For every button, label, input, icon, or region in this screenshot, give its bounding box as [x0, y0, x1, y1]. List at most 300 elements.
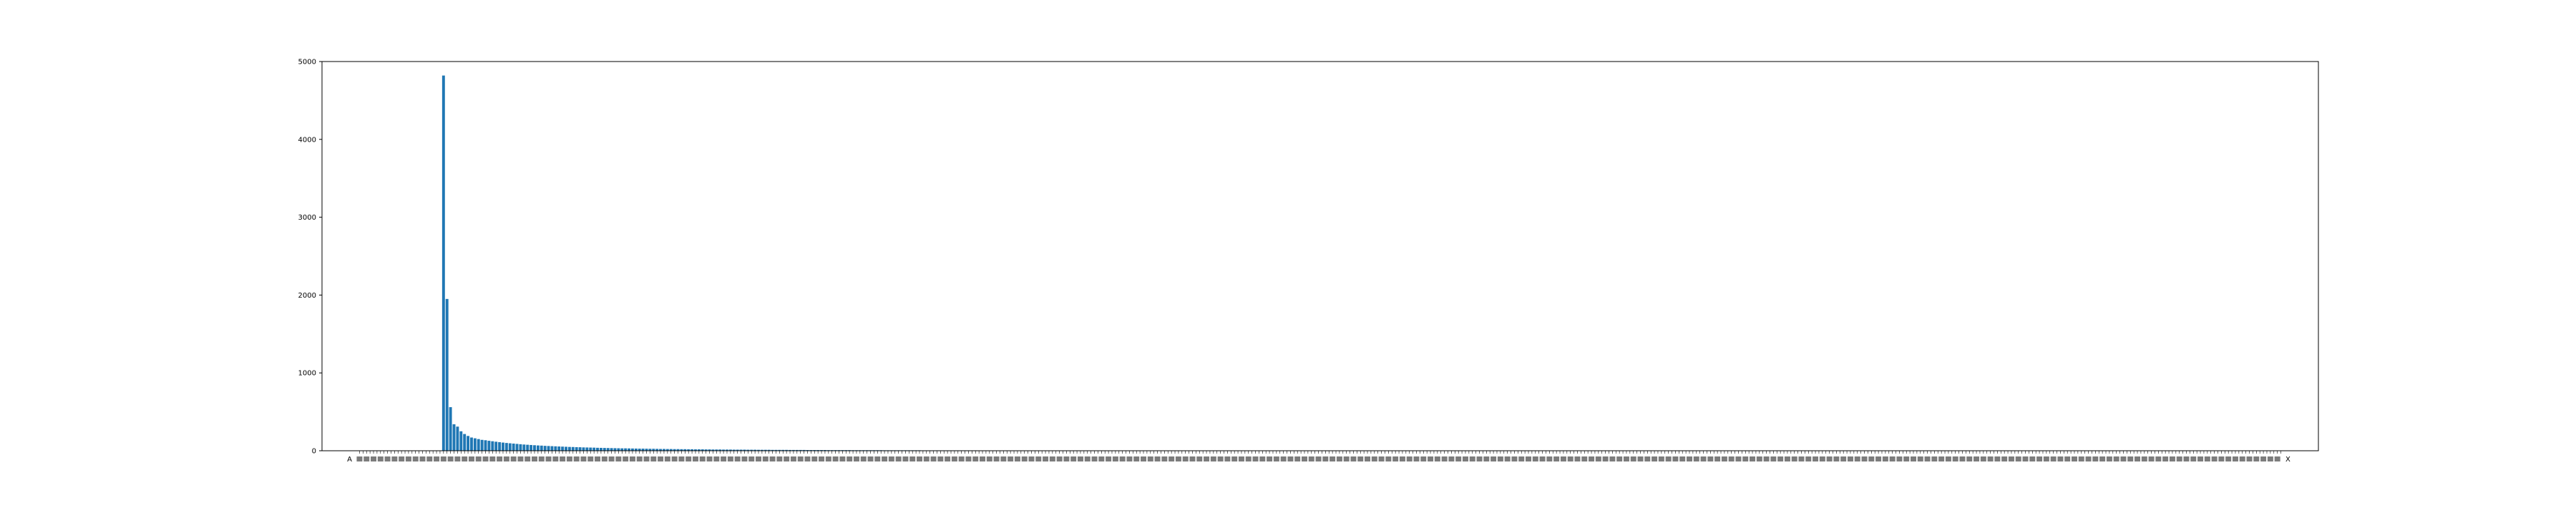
bar	[614, 448, 617, 451]
x-tick-label-overlap	[1568, 456, 1574, 461]
y-tick-label: 2000	[298, 292, 316, 300]
x-tick-label-overlap	[2155, 456, 2161, 461]
x-tick-label-overlap	[1777, 456, 1783, 461]
x-tick-label-overlap	[434, 456, 439, 461]
x-tick-label-overlap	[1189, 456, 1195, 461]
bar	[456, 426, 459, 451]
x-tick-label-overlap	[672, 456, 678, 461]
x-tick-label-overlap	[1714, 456, 1720, 461]
x-tick-label-first: A	[347, 456, 352, 464]
x-tick-label-overlap	[1596, 456, 1601, 461]
x-tick-label-overlap	[1505, 456, 1511, 461]
y-tick-label: 3000	[298, 214, 316, 222]
x-tick-label-overlap	[1750, 456, 1755, 461]
x-tick-label-overlap	[602, 456, 608, 461]
bar	[526, 445, 529, 451]
x-tick-label-overlap	[826, 456, 831, 461]
x-tick-label-overlap	[1518, 456, 1524, 461]
x-tick-label-overlap	[1694, 456, 1699, 461]
x-tick-label-overlap	[1302, 456, 1307, 461]
x-tick-label-overlap	[2001, 456, 2007, 461]
x-tick-label-overlap	[1477, 456, 1483, 461]
bar	[561, 446, 564, 451]
x-tick-label-overlap	[1672, 456, 1678, 461]
x-tick-label-overlap	[2079, 456, 2084, 461]
x-tick-label-overlap	[630, 456, 635, 461]
x-tick-label-overlap	[882, 456, 887, 461]
y-tick-label: 0	[312, 448, 316, 456]
x-tick-label-overlap	[1428, 456, 1433, 461]
x-tick-label-overlap	[1483, 456, 1489, 461]
x-tick-label-overlap	[1644, 456, 1650, 461]
x-tick-label-overlap	[833, 456, 839, 461]
x-tick-label-overlap	[2240, 456, 2245, 461]
x-tick-label-overlap	[1966, 456, 1972, 461]
bar	[600, 448, 602, 451]
x-tick-label-overlap	[1274, 456, 1279, 461]
x-tick-label-overlap	[644, 456, 650, 461]
x-tick-label-overlap	[378, 456, 384, 461]
x-tick-label-overlap	[896, 456, 902, 461]
bar	[596, 448, 599, 451]
x-tick-label-overlap	[1246, 456, 1252, 461]
x-tick-label-overlap	[2099, 456, 2105, 461]
x-tick-label-overlap	[2092, 456, 2098, 461]
x-tick-label-overlap	[1420, 456, 1426, 461]
x-tick-label-overlap	[2253, 456, 2259, 461]
y-tick-label: 4000	[298, 136, 316, 144]
x-tick-label-overlap	[1974, 456, 1979, 461]
x-tick-label-overlap	[525, 456, 530, 461]
bar	[624, 449, 627, 451]
x-tick-label-overlap	[1204, 456, 1209, 461]
bar	[547, 446, 550, 451]
x-tick-label-overlap	[1407, 456, 1413, 461]
x-tick-label-overlap	[580, 456, 586, 461]
x-tick-label-overlap	[2275, 456, 2280, 461]
x-tick-label-overlap	[854, 456, 859, 461]
x-tick-label-overlap	[1785, 456, 1790, 461]
x-tick-label-overlap	[560, 456, 565, 461]
bar	[502, 443, 504, 451]
bar	[494, 441, 497, 451]
x-tick-label-overlap	[686, 456, 691, 461]
x-tick-label-overlap	[776, 456, 782, 461]
x-tick-label-overlap	[811, 456, 817, 461]
x-tick-label-overlap	[1883, 456, 1888, 461]
x-tick-label-overlap	[2023, 456, 2029, 461]
x-tick-label-overlap	[1953, 456, 1958, 461]
x-tick-label-overlap	[1764, 456, 1770, 461]
x-tick-label-overlap	[707, 456, 713, 461]
x-tick-label-overlap	[2225, 456, 2231, 461]
x-tick-label-overlap	[1379, 456, 1385, 461]
x-tick-label-overlap	[1085, 456, 1091, 461]
bar	[537, 446, 540, 451]
x-tick-label-overlap	[1259, 456, 1265, 461]
x-tick-label-overlap	[1848, 456, 1853, 461]
x-tick-label-overlap	[1000, 456, 1006, 461]
x-tick-label-overlap	[2064, 456, 2070, 461]
x-tick-label-overlap	[1070, 456, 1076, 461]
x-tick-label-overlap	[1183, 456, 1189, 461]
x-tick-label-overlap	[1616, 456, 1622, 461]
x-tick-label-overlap	[2086, 456, 2092, 461]
x-tick-label-overlap	[1925, 456, 1931, 461]
x-tick-label-overlap	[937, 456, 943, 461]
x-tick-label-overlap	[539, 456, 545, 461]
x-tick-label-overlap	[1820, 456, 1825, 461]
x-tick-label-overlap	[637, 456, 643, 461]
x-tick-label-overlap	[1106, 456, 1111, 461]
x-tick-label-overlap	[2260, 456, 2266, 461]
x-tick-label-overlap	[791, 456, 796, 461]
x-tick-label-overlap	[517, 456, 523, 461]
bar	[442, 76, 445, 451]
x-tick-label-overlap	[469, 456, 474, 461]
x-tick-label-overlap	[741, 456, 747, 461]
bar	[459, 431, 462, 451]
x-tick-label-overlap	[1561, 456, 1566, 461]
x-tick-label-overlap	[1050, 456, 1055, 461]
x-tick-label-overlap	[1868, 456, 1874, 461]
x-tick-label-overlap	[1169, 456, 1174, 461]
x-tick-label-overlap	[1624, 456, 1629, 461]
x-tick-label-overlap	[2197, 456, 2203, 461]
x-tick-label-overlap	[902, 456, 908, 461]
x-tick-label-overlap	[1057, 456, 1063, 461]
x-tick-label-overlap	[1581, 456, 1587, 461]
x-tick-label-overlap	[419, 456, 425, 461]
x-tick-label-overlap	[700, 456, 706, 461]
x-tick-label-overlap	[847, 456, 852, 461]
x-tick-label-overlap	[1729, 456, 1735, 461]
x-tick-label-overlap	[2184, 456, 2190, 461]
x-tick-label-overlap	[713, 456, 719, 461]
bar	[505, 443, 508, 451]
x-tick-label-overlap	[2205, 456, 2210, 461]
x-tick-label-overlap	[1946, 456, 1951, 461]
bar	[589, 448, 592, 451]
x-tick-label-overlap	[952, 456, 957, 461]
x-tick-label-overlap	[1287, 456, 1293, 461]
x-tick-label-overlap	[1281, 456, 1287, 461]
x-tick-label-overlap	[2036, 456, 2042, 461]
x-tick-label-overlap	[1574, 456, 1580, 461]
x-tick-label-overlap	[476, 456, 482, 461]
x-tick-label-overlap	[489, 456, 495, 461]
x-tick-label-overlap	[868, 456, 874, 461]
x-tick-label-overlap	[756, 456, 761, 461]
x-tick-label-overlap	[2149, 456, 2155, 461]
bar	[568, 447, 571, 451]
x-tick-label-overlap	[1196, 456, 1202, 461]
x-tick-label-overlap	[1862, 456, 1868, 461]
x-tick-label-overlap	[1742, 456, 1748, 461]
x-tick-label-overlap	[1141, 456, 1146, 461]
x-tick-label-overlap	[1316, 456, 1322, 461]
x-tick-label-overlap	[1330, 456, 1335, 461]
x-tick-label-overlap	[1813, 456, 1818, 461]
x-tick-label-overlap	[972, 456, 978, 461]
x-tick-label-overlap	[406, 456, 411, 461]
x-tick-label-overlap	[2044, 456, 2049, 461]
bar	[519, 444, 522, 451]
x-tick-label-overlap	[615, 456, 621, 461]
x-tick-label-overlap	[1988, 456, 1994, 461]
bar	[446, 299, 449, 451]
x-tick-label-overlap	[623, 456, 628, 461]
x-tick-label-overlap	[1840, 456, 1846, 461]
x-tick-label-overlap	[945, 456, 950, 461]
x-tick-label-overlap	[511, 456, 517, 461]
x-tick-label-overlap	[1322, 456, 1328, 461]
x-tick-label-overlap	[1218, 456, 1224, 461]
x-tick-label-overlap	[1309, 456, 1314, 461]
x-tick-label-overlap	[798, 456, 804, 461]
bar	[470, 438, 473, 451]
x-tick-label-overlap	[2120, 456, 2126, 461]
x-tick-label-overlap	[1043, 456, 1048, 461]
x-tick-label-overlap	[839, 456, 845, 461]
x-tick-label-overlap	[1442, 456, 1448, 461]
x-tick-label-overlap	[1078, 456, 1083, 461]
x-tick-label-overlap	[462, 456, 467, 461]
x-tick-label-overlap	[1855, 456, 1860, 461]
x-tick-label-overlap	[924, 456, 930, 461]
x-tick-label-overlap	[1875, 456, 1881, 461]
x-tick-label-overlap	[1498, 456, 1503, 461]
bar	[544, 446, 547, 451]
bar	[498, 442, 501, 451]
x-tick-label-overlap	[2127, 456, 2133, 461]
x-tick-label-overlap	[1372, 456, 1377, 461]
x-tick-label-overlap	[454, 456, 460, 461]
x-tick-label-overlap	[959, 456, 965, 461]
x-tick-label-overlap	[2218, 456, 2224, 461]
x-tick-label-overlap	[1120, 456, 1126, 461]
x-tick-label-overlap	[1350, 456, 1356, 461]
bar	[512, 444, 515, 451]
x-tick-label-overlap	[1063, 456, 1069, 461]
x-tick-label-overlap	[1701, 456, 1707, 461]
bar	[592, 448, 595, 451]
x-tick-label-overlap	[1687, 456, 1692, 461]
x-tick-label-overlap	[574, 456, 580, 461]
x-tick-label-overlap	[609, 456, 615, 461]
x-tick-label-overlap	[1491, 456, 1496, 461]
x-tick-label-overlap	[1938, 456, 1944, 461]
x-tick-label-overlap	[1757, 456, 1762, 461]
x-tick-label-overlap	[1553, 456, 1559, 461]
x-tick-label-overlap	[587, 456, 593, 461]
x-tick-label-overlap	[2177, 456, 2182, 461]
x-tick-label-overlap	[385, 456, 391, 461]
x-tick-label-overlap	[2114, 456, 2119, 461]
x-tick-label-overlap	[861, 456, 867, 461]
bar	[477, 439, 480, 451]
x-tick-label-overlap	[1400, 456, 1405, 461]
x-tick-label-last: X	[2285, 456, 2290, 464]
x-tick-label-overlap	[2162, 456, 2168, 461]
x-tick-label-overlap	[2142, 456, 2147, 461]
x-tick-label-overlap	[1805, 456, 1811, 461]
x-tick-label-overlap	[1609, 456, 1615, 461]
y-tick-label: 1000	[298, 370, 316, 378]
x-tick-label-overlap	[1008, 456, 1013, 461]
x-tick-label-overlap	[693, 456, 698, 461]
x-tick-label-overlap	[1092, 456, 1098, 461]
bar	[617, 449, 620, 451]
x-tick-label-overlap	[1659, 456, 1664, 461]
bar	[579, 447, 582, 451]
x-tick-label-overlap	[1385, 456, 1391, 461]
x-tick-label-overlap	[1679, 456, 1685, 461]
x-tick-label-overlap	[1231, 456, 1237, 461]
x-tick-label-overlap	[1176, 456, 1181, 461]
x-tick-label-overlap	[441, 456, 447, 461]
x-tick-label-overlap	[1155, 456, 1161, 461]
x-tick-label-overlap	[819, 456, 824, 461]
bar	[453, 424, 456, 451]
x-tick-label-overlap	[1022, 456, 1028, 461]
x-tick-label-overlap	[748, 456, 754, 461]
x-tick-label-overlap	[2051, 456, 2057, 461]
x-tick-label-overlap	[1455, 456, 1461, 461]
x-tick-label-overlap	[1603, 456, 1609, 461]
x-tick-label-overlap	[1981, 456, 1986, 461]
x-tick-label-overlap	[2135, 456, 2140, 461]
x-tick-label-overlap	[2107, 456, 2112, 461]
x-tick-label-overlap	[1511, 456, 1517, 461]
x-tick-label-overlap	[987, 456, 992, 461]
x-tick-label-overlap	[658, 456, 663, 461]
x-tick-label-overlap	[483, 456, 489, 461]
x-tick-label-overlap	[1211, 456, 1216, 461]
x-tick-label-overlap	[2233, 456, 2238, 461]
x-tick-label-overlap	[504, 456, 509, 461]
x-tick-label-overlap	[721, 456, 726, 461]
x-tick-label-overlap	[1029, 456, 1035, 461]
bar	[533, 445, 536, 451]
bar	[474, 439, 477, 451]
bar	[603, 448, 606, 451]
x-tick-label-overlap	[2029, 456, 2035, 461]
x-tick-label-overlap	[532, 456, 537, 461]
bar	[449, 407, 452, 451]
x-tick-label-overlap	[1903, 456, 1909, 461]
x-tick-label-overlap	[1344, 456, 1350, 461]
x-tick-label-overlap	[909, 456, 915, 461]
bar	[620, 449, 623, 451]
x-tick-label-overlap	[1959, 456, 1965, 461]
x-tick-label-overlap	[364, 456, 369, 461]
x-tick-label-overlap	[399, 456, 404, 461]
x-tick-label-overlap	[2057, 456, 2063, 461]
x-tick-label-overlap	[1707, 456, 1713, 461]
x-tick-label-overlap	[595, 456, 600, 461]
bar	[509, 444, 512, 451]
x-tick-label-overlap	[728, 456, 733, 461]
x-tick-label-overlap	[1035, 456, 1041, 461]
bar	[585, 447, 588, 451]
bar	[582, 447, 585, 451]
x-tick-label-overlap	[931, 456, 937, 461]
x-tick-label-overlap	[1365, 456, 1370, 461]
x-tick-label-overlap	[2212, 456, 2218, 461]
x-tick-label-overlap	[1253, 456, 1259, 461]
x-tick-label-overlap	[1792, 456, 1797, 461]
x-tick-label-overlap	[1833, 456, 1839, 461]
x-tick-label-overlap	[1911, 456, 1916, 461]
x-tick-label-overlap	[1631, 456, 1636, 461]
x-tick-label-overlap	[426, 456, 432, 461]
x-tick-label-overlap	[1994, 456, 2000, 461]
x-tick-label-overlap	[874, 456, 880, 461]
bar	[522, 444, 525, 451]
x-tick-label-overlap	[2190, 456, 2196, 461]
x-tick-label-overlap	[2247, 456, 2253, 461]
x-tick-label-overlap	[1666, 456, 1672, 461]
x-tick-label-overlap	[1392, 456, 1398, 461]
x-tick-label-overlap	[371, 456, 376, 461]
x-tick-label-overlap	[1546, 456, 1552, 461]
x-tick-label-overlap	[1896, 456, 1902, 461]
x-tick-label-overlap	[1133, 456, 1139, 461]
x-tick-label-overlap	[665, 456, 670, 461]
x-tick-label-overlap	[1827, 456, 1833, 461]
x-tick-label-overlap	[994, 456, 1000, 461]
x-tick-label-overlap	[770, 456, 776, 461]
x-tick-label-overlap	[980, 456, 985, 461]
x-tick-label-overlap	[965, 456, 971, 461]
x-tick-label-overlap	[1735, 456, 1741, 461]
x-tick-label-overlap	[2016, 456, 2021, 461]
x-tick-label-overlap	[1148, 456, 1153, 461]
bar	[575, 447, 578, 451]
x-tick-label-overlap	[1931, 456, 1937, 461]
bar	[565, 446, 567, 451]
x-tick-label-overlap	[678, 456, 684, 461]
bar	[607, 448, 610, 451]
y-tick-label: 5000	[298, 59, 316, 67]
bar	[481, 440, 484, 451]
x-tick-label-overlap	[1890, 456, 1896, 461]
x-tick-label-overlap	[1448, 456, 1454, 461]
x-tick-label-overlap	[1161, 456, 1167, 461]
x-tick-label-overlap	[1414, 456, 1420, 461]
x-tick-label-overlap	[1224, 456, 1230, 461]
bar	[540, 446, 543, 451]
x-tick-label-overlap	[391, 456, 397, 461]
bar	[530, 445, 532, 451]
bar	[516, 444, 519, 451]
bar	[463, 434, 466, 451]
bar	[487, 441, 490, 451]
bar	[557, 446, 560, 451]
x-tick-label-overlap	[763, 456, 769, 461]
x-tick-label-overlap	[1435, 456, 1440, 461]
x-tick-label-overlap	[2072, 456, 2077, 461]
x-tick-label-overlap	[497, 456, 502, 461]
x-tick-label-overlap	[804, 456, 810, 461]
x-tick-label-overlap	[546, 456, 552, 461]
x-tick-label-overlap	[1267, 456, 1272, 461]
x-tick-label-overlap	[1770, 456, 1776, 461]
x-tick-label-overlap	[1918, 456, 1923, 461]
x-tick-label-overlap	[1126, 456, 1132, 461]
x-tick-label-overlap	[1113, 456, 1118, 461]
